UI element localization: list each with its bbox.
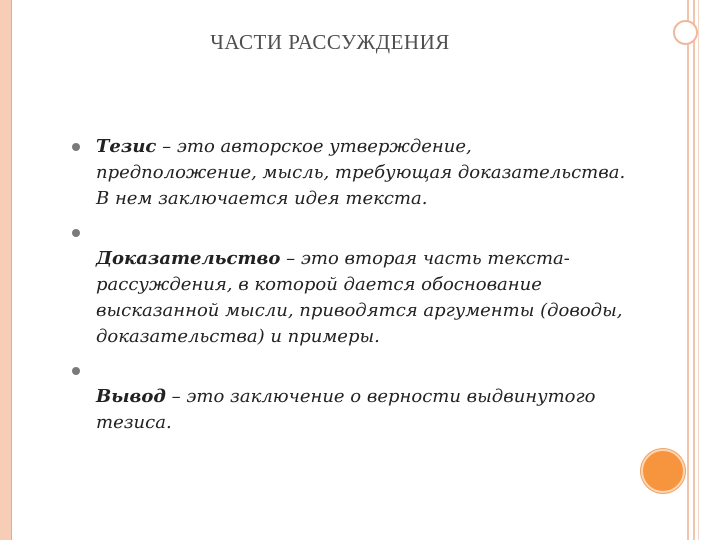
list-item-text: – это вторая часть текста-рассуждения, в которой дается обоснование высказанной мысли, приводятся аргументы (доводы, доказательства) и примеры.: [96, 248, 623, 347]
list-item-text: – это авторское утверждение, предположение, мысль, требующая доказательства. В нем заключается идея текста.: [96, 136, 626, 209]
list-item: [72, 220, 632, 350]
list-item-term: Тезис: [96, 136, 157, 157]
list-item-text: – это заключение о верности выдвинутого тезиса.: [96, 386, 596, 433]
slide-title: ЧАСТИ РАССУЖДЕНИЯ: [210, 30, 450, 54]
left-border-stripe: [0, 0, 12, 540]
decorative-circle-outline: [673, 20, 698, 45]
bullet-icon: [72, 367, 80, 375]
right-rule-line: [693, 0, 695, 540]
right-rule-line: [698, 0, 699, 540]
bullet-icon: [72, 143, 80, 151]
list-item: [72, 134, 632, 212]
list-item-term: Вывод: [96, 386, 166, 407]
right-rule-line: [687, 0, 689, 540]
bullet-icon: [72, 229, 80, 237]
list-item-term: Доказательство: [96, 248, 281, 269]
list-item: [72, 358, 632, 436]
decorative-orange-circle: [641, 449, 685, 493]
bullet-list: [72, 134, 632, 436]
